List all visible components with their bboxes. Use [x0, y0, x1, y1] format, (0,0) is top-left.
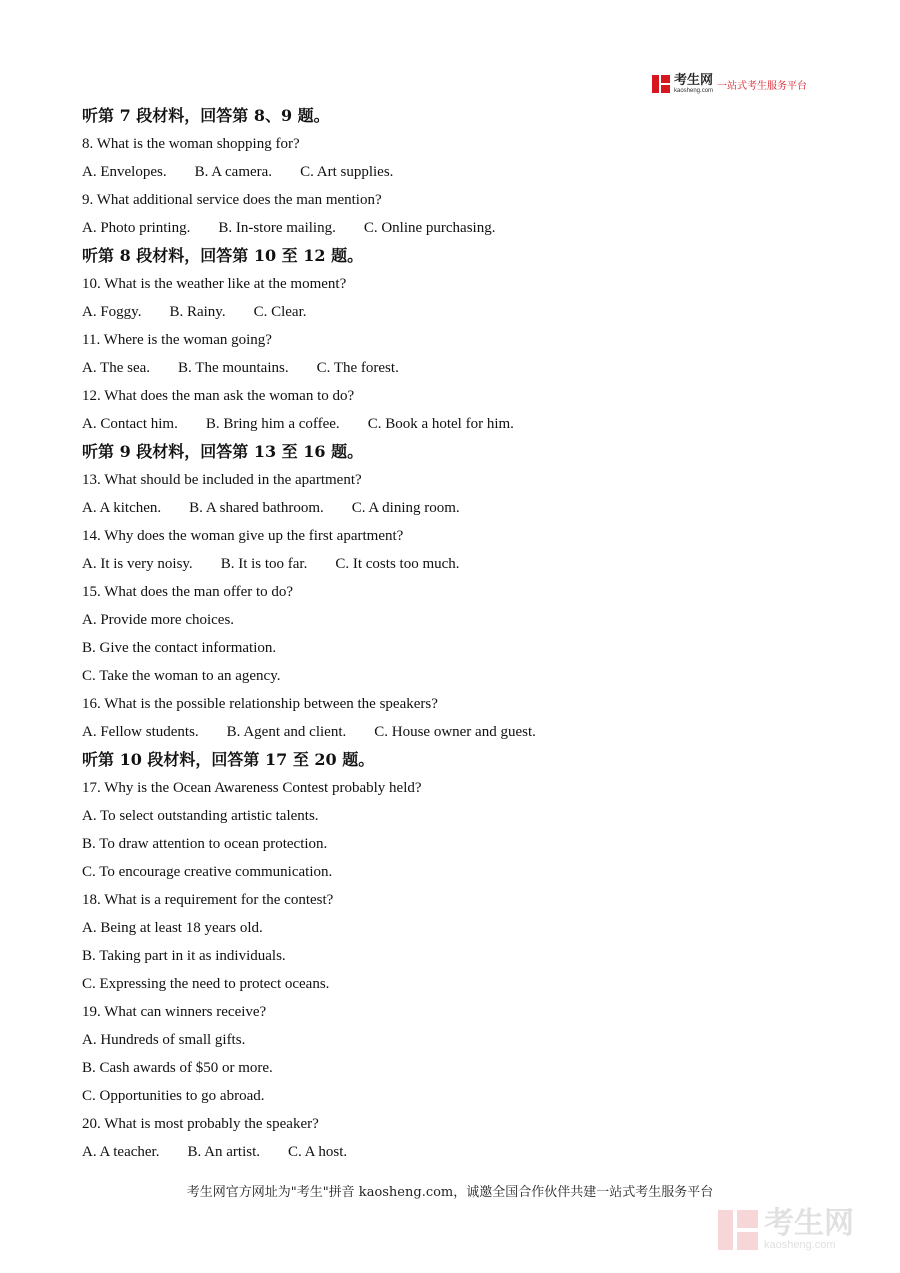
options-row: [82, 354, 842, 382]
question-line: 8. What is the woman shopping for?: [82, 136, 300, 152]
question-line: 17. Why is the Ocean Awareness Contest probably held?: [82, 780, 422, 796]
footer-text: 考生网官方网址为"考生"拼音 kaosheng.com，诚邀全国合作伙伴共建一站式考生服务平台: [186, 1185, 714, 1200]
options-row: [82, 1138, 842, 1166]
options-row: [82, 214, 842, 242]
question-line: 19. What can winners receive?: [82, 1004, 267, 1020]
kaosheng-logo-icon: [652, 75, 670, 93]
options-row: [82, 550, 842, 578]
question-line: A. To select outstanding artistic talents.: [82, 808, 319, 824]
answer-option: C. A dining room.: [351, 500, 460, 516]
header-logo: [652, 72, 807, 96]
answer-option: C. House owner and guest.: [374, 724, 536, 740]
answer-option: A. Photo printing.: [82, 220, 191, 236]
answer-option: C. Clear.: [253, 304, 307, 320]
section-heading: 听第 8 段材料，回答第 10 至 12 题。: [82, 246, 364, 265]
answer-option: C. A host.: [288, 1144, 348, 1160]
answer-option: B. Rainy.: [169, 304, 226, 320]
answer-option: A. Contact him.: [82, 416, 178, 432]
question-line: C. To encourage creative communication.: [82, 864, 333, 880]
question-line: 18. What is a requirement for the contest?: [82, 892, 334, 908]
question-line: 15. What does the man offer to do?: [82, 584, 294, 600]
answer-option: C. Art supplies.: [300, 164, 394, 180]
answer-option: A. Envelopes.: [82, 164, 167, 180]
logo-domain: kaosheng.com: [674, 88, 714, 94]
section-heading: 听第 10 段材料，回答第 17 至 20 题。: [82, 750, 375, 769]
question-line: 10. What is the weather like at the moment?: [82, 276, 347, 292]
logo-name: 考生网: [674, 73, 714, 88]
question-line: A. Provide more choices.: [82, 612, 235, 628]
answer-option: B. Bring him a coffee.: [205, 416, 340, 432]
answer-option: B. It is too far.: [220, 556, 308, 572]
answer-option: B. A shared bathroom.: [189, 500, 324, 516]
question-line: B. To draw attention to ocean protection.: [82, 836, 328, 852]
question-line: A. Being at least 18 years old.: [82, 920, 263, 936]
question-line: 11. Where is the woman going?: [82, 332, 272, 348]
answer-option: B. The mountains.: [178, 360, 289, 376]
answer-option: C. Online purchasing.: [363, 220, 496, 236]
answer-option: A. A teacher.: [82, 1144, 160, 1160]
watermark: [718, 1205, 854, 1255]
answer-option: B. In-store mailing.: [218, 220, 336, 236]
question-line: B. Cash awards of $50 or more.: [82, 1060, 273, 1076]
answer-option: B. A camera.: [194, 164, 273, 180]
watermark-domain: kaosheng.com: [764, 1239, 836, 1251]
options-row: [82, 494, 842, 522]
answer-option: A. It is very noisy.: [82, 556, 193, 572]
options-row: [82, 298, 842, 326]
question-line: C. Expressing the need to protect oceans.: [82, 976, 330, 992]
answer-option: C. It costs too much.: [335, 556, 460, 572]
question-line: 20. What is most probably the speaker?: [82, 1116, 319, 1132]
question-line: C. Take the woman to an agency.: [82, 668, 281, 684]
question-line: C. Opportunities to go abroad.: [82, 1088, 265, 1104]
options-row: [82, 410, 842, 438]
section-heading: 听第 9 段材料，回答第 13 至 16 题。: [82, 442, 364, 461]
options-row: [82, 158, 842, 186]
answer-option: C. The forest.: [316, 360, 399, 376]
question-line: B. Taking part in it as individuals.: [82, 948, 286, 964]
answer-option: A. Fellow students.: [82, 724, 199, 740]
options-row: [82, 718, 842, 746]
question-line: 9. What additional service does the man mention?: [82, 192, 382, 208]
answer-option: A. A kitchen.: [82, 500, 162, 516]
watermark-logo-icon: [718, 1210, 758, 1250]
answer-option: B. An artist.: [187, 1144, 260, 1160]
question-line: 14. Why does the woman give up the first apartment?: [82, 528, 404, 544]
logo-tagline: 一站式考生服务平台: [717, 80, 808, 92]
question-line: B. Give the contact information.: [82, 640, 277, 656]
answer-option: B. Agent and client.: [226, 724, 347, 740]
watermark-name: 考生网: [764, 1206, 854, 1241]
answer-option: C. Book a hotel for him.: [367, 416, 514, 432]
answer-option: A. Foggy.: [82, 304, 142, 320]
question-line: 16. What is the possible relationship between the speakers?: [82, 696, 438, 712]
question-line: 12. What does the man ask the woman to do?: [82, 388, 355, 404]
section-heading: 听第 7 段材料，回答第 8、9 题。: [82, 106, 330, 125]
question-list: [82, 102, 842, 1166]
question-line: A. Hundreds of small gifts.: [82, 1032, 246, 1048]
question-line: 13. What should be included in the apartment?: [82, 472, 362, 488]
answer-option: A. The sea.: [82, 360, 151, 376]
